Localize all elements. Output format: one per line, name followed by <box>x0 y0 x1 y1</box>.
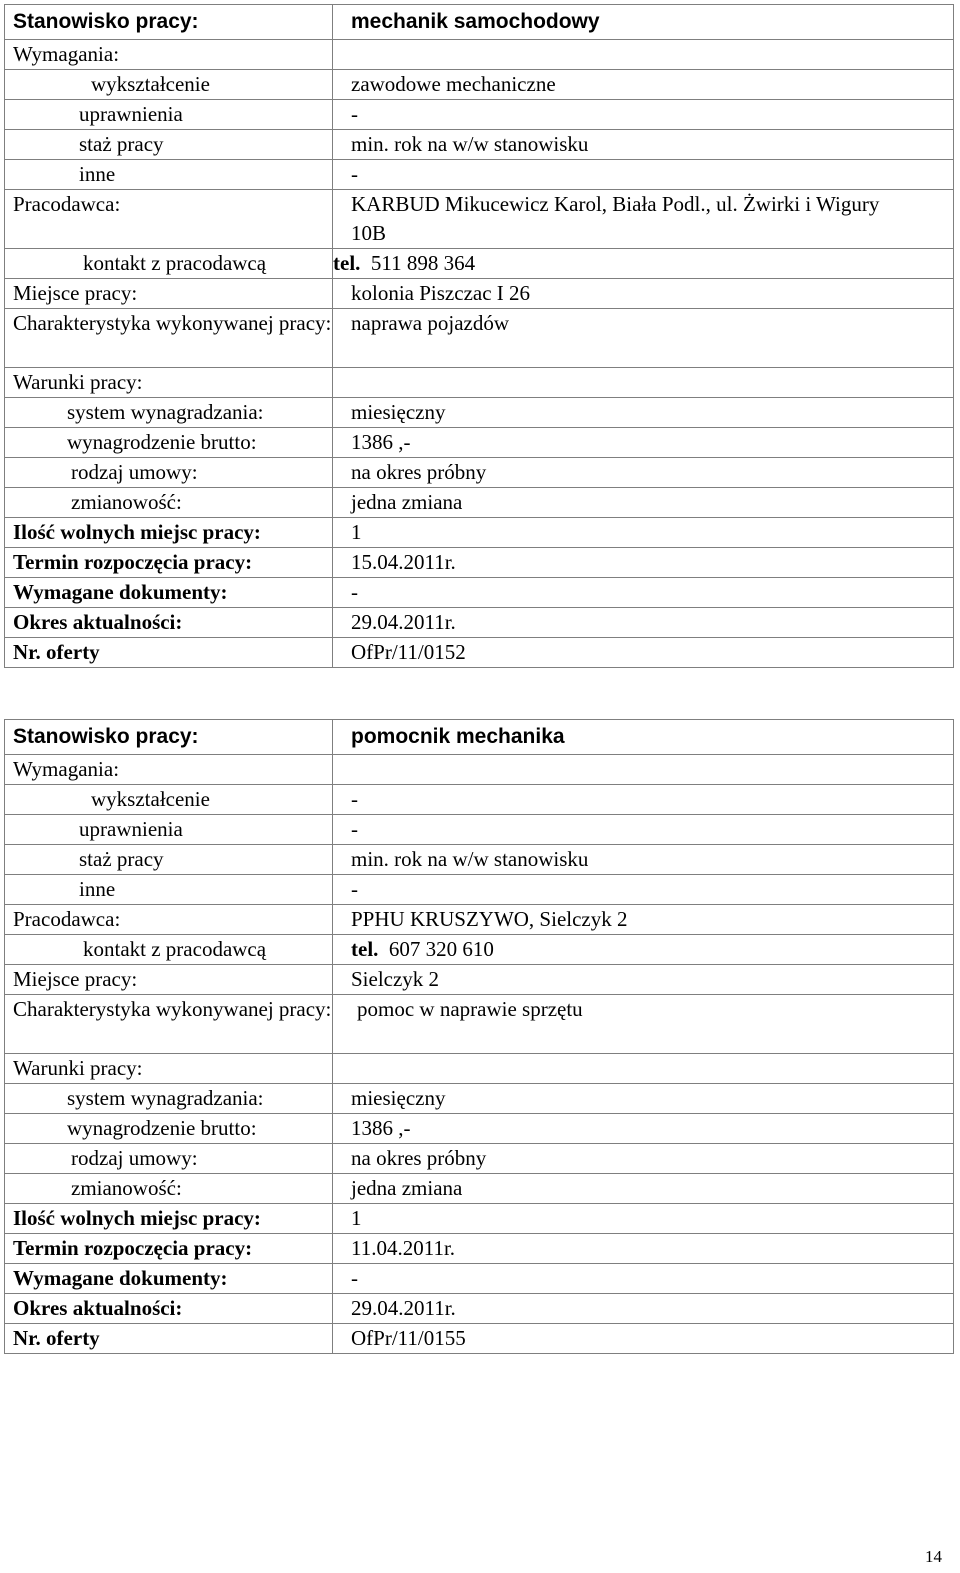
vacancies-row <box>5 1204 954 1234</box>
documents-value: - <box>333 1264 954 1294</box>
experience-label: staż pracy <box>5 130 333 160</box>
experience-row <box>5 130 954 160</box>
start-date-value: 15.04.2011r. <box>333 548 954 578</box>
gross-pay-value: 1386 ,- <box>333 428 954 458</box>
qualifications-row <box>5 100 954 130</box>
education-label: wykształcenie <box>5 785 333 815</box>
education-value: zawodowe mechaniczne <box>333 70 954 100</box>
validity-label: Okres aktualności: <box>5 608 333 638</box>
qualifications-label: uprawnienia <box>5 815 333 845</box>
qualifications-value: - <box>333 100 954 130</box>
phone-number: 511 898 364 <box>370 251 476 275</box>
pay-system-row <box>5 1084 954 1114</box>
characteristics-row <box>5 995 954 1054</box>
pay-system-row <box>5 398 954 428</box>
education-row <box>5 70 954 100</box>
other-row <box>5 875 954 905</box>
job-offer-table <box>4 719 954 1354</box>
requirements-label: Wymagania: <box>5 755 333 785</box>
education-value: - <box>333 785 954 815</box>
vacancies-value: 1 <box>333 518 954 548</box>
employer-label: Pracodawca: <box>5 905 333 935</box>
conditions-value <box>333 368 954 398</box>
position-label: Stanowisko pracy: <box>5 720 333 755</box>
shifts-row <box>5 488 954 518</box>
experience-label: staż pracy <box>5 845 333 875</box>
workplace-row <box>5 965 954 995</box>
gross-pay-label: wynagrodzenie brutto: <box>5 1114 333 1144</box>
pay-system-value: miesięczny <box>333 1084 954 1114</box>
conditions-row <box>5 1054 954 1084</box>
documents-value: - <box>333 578 954 608</box>
conditions-value <box>333 1054 954 1084</box>
gross-pay-row <box>5 428 954 458</box>
employer-row <box>5 905 954 935</box>
gross-pay-value: 1386 ,- <box>333 1114 954 1144</box>
shifts-label: zmianowość: <box>5 488 333 518</box>
shifts-row <box>5 1174 954 1204</box>
employer-value: KARBUD Mikucewicz Karol, Biała Podl., ul. Żwirki i Wigury 10B <box>333 190 954 249</box>
experience-value: min. rok na w/w stanowisku <box>333 130 954 160</box>
offer-number-value: OfPr/11/0152 <box>333 638 954 668</box>
contact-prefix: tel. <box>351 937 379 961</box>
workplace-label: Miejsce pracy: <box>5 279 333 309</box>
position-label: Stanowisko pracy: <box>5 5 333 40</box>
qualifications-value: - <box>333 815 954 845</box>
position-value: pomocnik mechanika <box>333 720 954 755</box>
workplace-label: Miejsce pracy: <box>5 965 333 995</box>
pay-system-value: miesięczny <box>333 398 954 428</box>
vacancies-row <box>5 518 954 548</box>
education-label: wykształcenie <box>5 70 333 100</box>
conditions-label: Warunki pracy: <box>5 1054 333 1084</box>
gross-pay-row <box>5 1114 954 1144</box>
offer-number-value: OfPr/11/0155 <box>333 1324 954 1354</box>
qualifications-label: uprawnienia <box>5 100 333 130</box>
contact-value <box>333 935 954 965</box>
other-value: - <box>333 160 954 190</box>
shifts-value: jedna zmiana <box>333 1174 954 1204</box>
other-value: - <box>333 875 954 905</box>
requirements-value <box>333 755 954 785</box>
position-row <box>5 5 954 40</box>
contact-label: kontakt z pracodawcą <box>5 249 333 279</box>
contract-label: rodzaj umowy: <box>5 458 333 488</box>
pay-system-label: system wynagradzania: <box>5 398 333 428</box>
vacancies-value: 1 <box>333 1204 954 1234</box>
vacancies-label: Ilość wolnych miejsc pracy: <box>5 1204 333 1234</box>
contract-label: rodzaj umowy: <box>5 1144 333 1174</box>
requirements-value <box>333 40 954 70</box>
workplace-value: Sielczyk 2 <box>333 965 954 995</box>
characteristics-value: naprawa pojazdów <box>333 309 954 368</box>
offer-number-row <box>5 638 954 668</box>
requirements-row <box>5 40 954 70</box>
characteristics-value: pomoc w naprawie sprzętu <box>333 995 954 1054</box>
contact-label: kontakt z pracodawcą <box>5 935 333 965</box>
conditions-label: Warunki pracy: <box>5 368 333 398</box>
start-date-label: Termin rozpoczęcia pracy: <box>5 1234 333 1264</box>
documents-label: Wymagane dokumenty: <box>5 1264 333 1294</box>
phone-number: 607 320 610 <box>388 937 494 961</box>
validity-row <box>5 608 954 638</box>
experience-value: min. rok na w/w stanowisku <box>333 845 954 875</box>
validity-row <box>5 1294 954 1324</box>
requirements-label: Wymagania: <box>5 40 333 70</box>
validity-value: 29.04.2011r. <box>333 1294 954 1324</box>
documents-label: Wymagane dokumenty: <box>5 578 333 608</box>
documents-row <box>5 1264 954 1294</box>
job-offer-table <box>4 4 954 668</box>
start-date-row <box>5 548 954 578</box>
start-date-label: Termin rozpoczęcia pracy: <box>5 548 333 578</box>
characteristics-label: Charakterystyka wykonywanej pracy: <box>5 309 333 368</box>
other-label: inne <box>5 160 333 190</box>
offer-number-label: Nr. oferty <box>5 1324 333 1354</box>
contact-row <box>5 935 954 965</box>
workplace-value: kolonia Piszczac I 26 <box>333 279 954 309</box>
gross-pay-label: wynagrodzenie brutto: <box>5 428 333 458</box>
characteristics-row <box>5 309 954 368</box>
offer-number-row <box>5 1324 954 1354</box>
validity-value: 29.04.2011r. <box>333 608 954 638</box>
contract-value: na okres próbny <box>333 458 954 488</box>
qualifications-row <box>5 815 954 845</box>
requirements-row <box>5 755 954 785</box>
contract-row <box>5 1144 954 1174</box>
employer-label: Pracodawca: <box>5 190 333 249</box>
experience-row <box>5 845 954 875</box>
page-number: 14 <box>925 1547 942 1566</box>
education-row <box>5 785 954 815</box>
offer-number-label: Nr. oferty <box>5 638 333 668</box>
conditions-row <box>5 368 954 398</box>
contact-value <box>333 249 954 279</box>
position-row <box>5 720 954 755</box>
shifts-value: jedna zmiana <box>333 488 954 518</box>
contact-prefix: tel. <box>333 251 361 275</box>
contract-value: na okres próbny <box>333 1144 954 1174</box>
other-row <box>5 160 954 190</box>
employer-row <box>5 190 954 249</box>
pay-system-label: system wynagradzania: <box>5 1084 333 1114</box>
employer-value: PPHU KRUSZYWO, Sielczyk 2 <box>333 905 954 935</box>
start-date-row <box>5 1234 954 1264</box>
workplace-row <box>5 279 954 309</box>
characteristics-label: Charakterystyka wykonywanej pracy: <box>5 995 333 1054</box>
vacancies-label: Ilość wolnych miejsc pracy: <box>5 518 333 548</box>
shifts-label: zmianowość: <box>5 1174 333 1204</box>
documents-row <box>5 578 954 608</box>
other-label: inne <box>5 875 333 905</box>
position-value: mechanik samochodowy <box>333 5 954 40</box>
start-date-value: 11.04.2011r. <box>333 1234 954 1264</box>
validity-label: Okres aktualności: <box>5 1294 333 1324</box>
contract-row <box>5 458 954 488</box>
contact-row <box>5 249 954 279</box>
